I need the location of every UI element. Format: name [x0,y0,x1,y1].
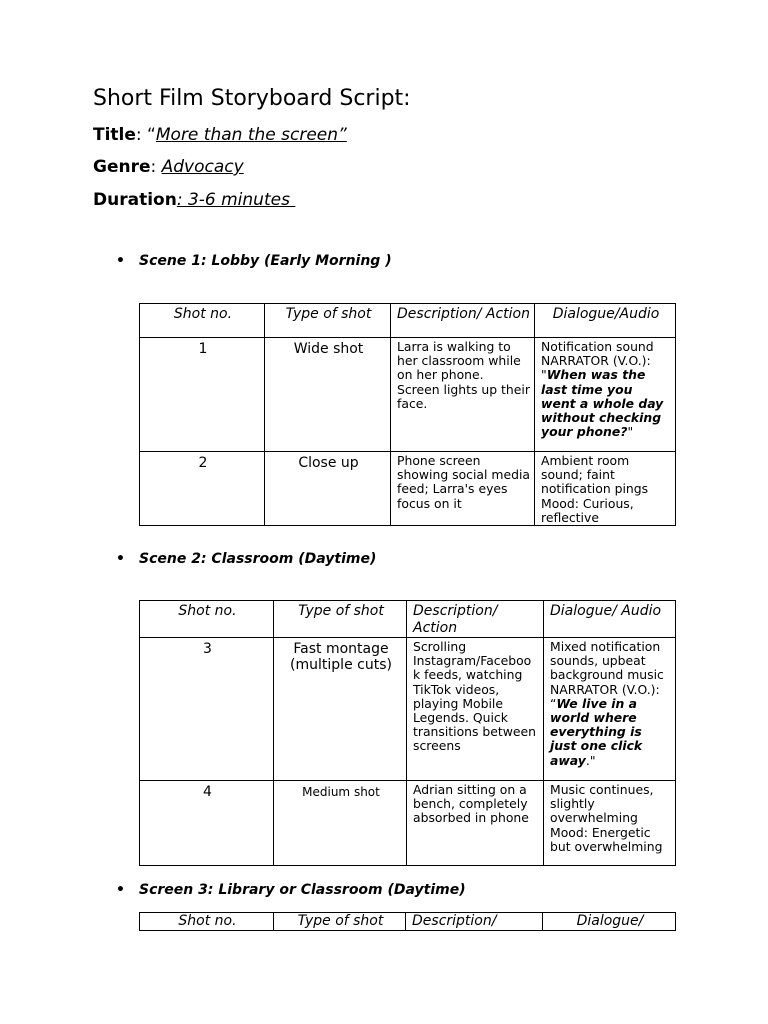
title-value: More than the screen” [155,125,347,145]
shot-number: 2 [140,452,265,526]
audio-text-end: " [627,424,634,440]
genre-line [93,157,244,177]
header-shot-no: Shot no. [140,601,274,638]
genre-value: Advocacy [161,157,244,177]
table-row [140,452,676,526]
header-shot-no: Shot no. [140,304,265,338]
duration-line [93,190,295,210]
shot-audio: Ambient room sound; faint notification pings Mood: Curious, reflective [535,452,676,526]
audio-text: Notification sound NARRATOR (V.O.): " [541,339,654,383]
narrator-line: When was the last time you went a whole day without checking your phone? [541,367,664,440]
title-separator: : “ [135,125,156,145]
shot-number: 1 [140,338,265,452]
shot-description: Adrian sitting on a bench, completely absorbed in phone [407,781,544,866]
audio-text: Mixed notification sounds, upbeat background music NARRATOR (V.O.): “ [550,639,664,711]
table-header-row [140,913,676,931]
scene-1-table [139,303,676,526]
shot-description: Larra is walking to her classroom while on her phone. Screen lights up their face. [391,338,535,452]
header-shot-no: Shot no. [140,913,274,931]
header-description: Description/ Action [391,304,535,338]
scene-1-heading [116,253,392,269]
scene-2-table [139,600,676,866]
document-title: Short Film Storyboard Script: [93,86,411,111]
bullet-icon: • [116,882,125,898]
genre-separator: : [150,157,162,177]
scene-2-heading-text: Scene 2: Classroom (Daytime) [139,551,377,567]
shot-description: Phone screen showing social media feed; Larra's eyes focus on it [391,452,535,526]
shot-description: Scrolling Instagram/Faceboo k feeds, watching TikTok videos, playing Mobile Legends. Quick transitions between screens [407,638,544,781]
table-row [140,638,676,781]
narrator-line: We live in a world where everything is just one click away [550,695,643,768]
audio-text-end: ." [585,752,596,768]
duration-value: 3-6 minutes [182,190,296,210]
genre-label: Genre [93,157,151,177]
shot-audio [544,638,676,781]
header-type-of-shot: Type of shot [265,304,391,338]
table-header-row [140,304,676,338]
scene-2-heading [116,551,376,567]
title-line [93,125,347,145]
shot-audio: Music continues, slightly overwhelming Mood: Energetic but overwhelming [544,781,676,866]
scene-3-table [139,912,676,931]
duration-label: Duration [93,190,177,210]
table-header-row [140,601,676,638]
title-label: Title [93,125,136,145]
shot-number: 3 [140,638,274,781]
shot-type: Wide shot [265,338,391,452]
header-description: Description/ Action [407,601,544,638]
shot-type: Close up [265,452,391,526]
bullet-icon: • [116,551,125,567]
shot-number: 4 [140,781,274,866]
header-dialogue-audio: Dialogue/ [543,913,676,931]
table-row [140,781,676,866]
table-row [140,338,676,452]
shot-type: Fast montage (multiple cuts) [274,638,407,781]
header-type-of-shot: Type of shot [274,601,407,638]
header-type-of-shot: Type of shot [274,913,406,931]
scene-1-heading-text: Scene 1: Lobby (Early Morning ) [139,253,392,269]
header-dialogue-audio: Dialogue/ Audio [544,601,676,638]
bullet-icon: • [116,253,125,269]
scene-3-heading-text: Screen 3: Library or Classroom (Daytime) [139,882,466,898]
header-dialogue-audio: Dialogue/Audio [535,304,676,338]
shot-type: Medium shot [274,781,407,866]
shot-audio [535,338,676,452]
header-description: Description/ [406,913,543,931]
duration-separator: : [176,190,183,210]
scene-3-heading [116,882,466,898]
